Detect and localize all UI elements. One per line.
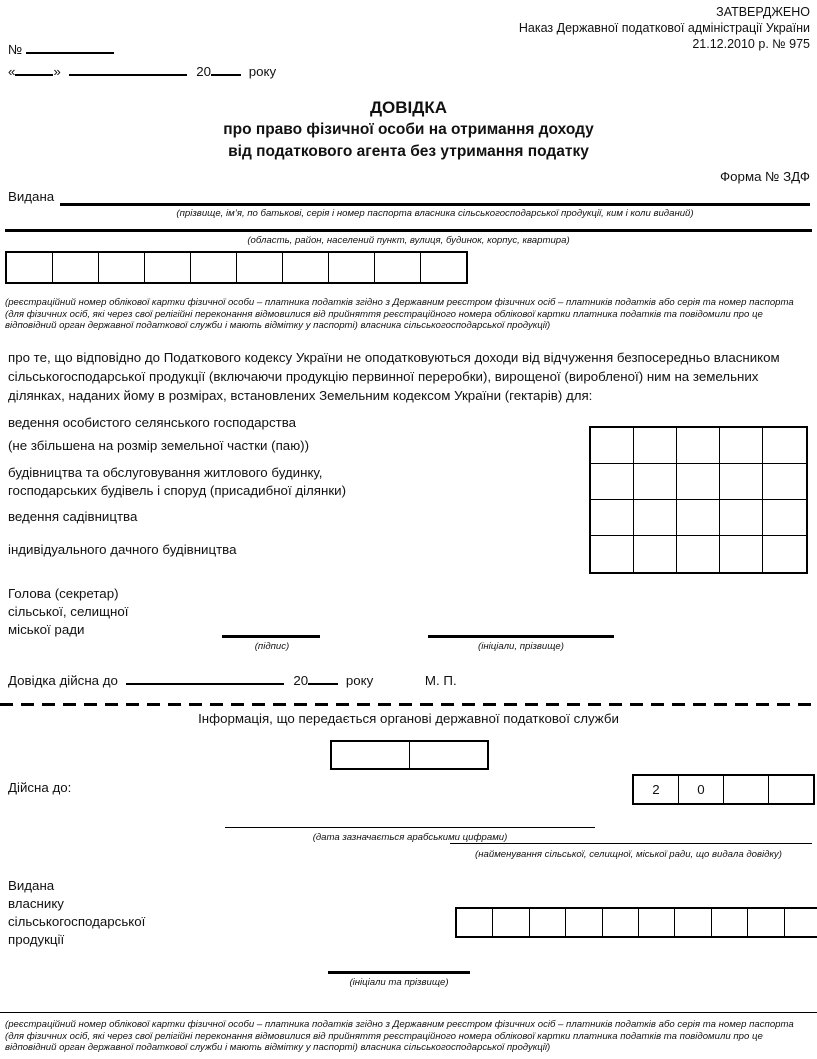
taxpayer-id-cell[interactable] <box>7 253 53 282</box>
official-title-line-1: Голова (секретар) <box>8 586 119 601</box>
validity-label: Довідка дійсна до <box>8 673 118 688</box>
address-blank-line[interactable] <box>5 229 812 232</box>
owner-id-cell[interactable] <box>675 909 711 936</box>
hectares-cell[interactable] <box>634 428 677 464</box>
taxpayer-id-cell[interactable] <box>99 253 145 282</box>
year-digit-cell[interactable] <box>769 776 813 803</box>
hectares-cell[interactable] <box>720 464 763 500</box>
address-caption: (область, район, населений пункт, вулиця, будинок, корпус, квартира) <box>247 235 570 246</box>
hectares-cell[interactable] <box>591 464 634 500</box>
taxpayer-id-cell[interactable] <box>191 253 237 282</box>
number-field <box>8 41 114 59</box>
approval-stamp <box>519 4 810 52</box>
official-name-blank-line[interactable] <box>428 635 614 638</box>
footer-note: (реєстраційний номер облікової картки фізичної особи – платника податків згідно з Державним реєстром фізичних осіб – платників податків або серія та номер паспорта (для фізичних осіб, які через свої релігійні переконання відмовилися від прийняття реєстраційного номера облікової картки платника податків та повідомили про це відповідний орган державної податкової служби і мають відмітку у паспорті) власника сільськогосподарської продукції) <box>5 1019 794 1053</box>
hectares-cell[interactable] <box>591 428 634 464</box>
approval-line-2: Наказ Державної податкової адміністрації України <box>518 21 810 35</box>
validity-year-prefix: 20 <box>293 673 309 688</box>
hectares-cell[interactable] <box>634 500 677 536</box>
issued-blank-line[interactable] <box>60 203 810 206</box>
approval-line-1: ЗАТВЕРДЖЕНО <box>716 5 810 19</box>
hectares-cell[interactable] <box>677 464 720 500</box>
hectares-cell[interactable] <box>677 536 720 572</box>
doc-title-line-2: про право фізичної особи на отримання доходу <box>223 121 594 138</box>
year-digit-cell[interactable]: 2 <box>634 776 679 803</box>
statement-paragraph: про те, що відповідно до Податкового кодексу України не оподатковуються доходи від відчуження безпосередньо власником сільськогосподарської продукції (включаючи продукцію первинної переробки), вирощеної (виробленої) ним на земельних ділянках, наданих йому в розмірах, встановлених Земельним кодексом України (гектарів) для: <box>8 350 780 403</box>
hectares-cell[interactable] <box>763 536 806 572</box>
official-title-line-2: сільської, селищної <box>8 604 129 619</box>
taxpayer-id-boxes <box>5 251 468 284</box>
day-blank-line[interactable] <box>15 74 53 76</box>
owner-id-cell[interactable] <box>530 909 566 936</box>
land-use-item-2-line-2: господарських будівель і споруд (присадибної ділянки) <box>8 483 347 498</box>
official-title-block <box>8 585 128 639</box>
official-title-line-3: міської ради <box>8 622 85 637</box>
land-use-item-3: ведення садівництва <box>8 509 138 524</box>
tear-off-code-boxes <box>330 740 489 770</box>
validity-date-blank-line[interactable] <box>126 683 284 685</box>
official-name-caption: (ініціали, прізвище) <box>478 641 564 652</box>
hectares-cell[interactable] <box>591 536 634 572</box>
taxpayer-id-cell[interactable] <box>53 253 99 282</box>
owner-id-boxes <box>455 907 817 938</box>
doc-title <box>0 97 817 163</box>
land-use-item-2-line-1: будівництва та обслуговування житлового будинку, <box>8 465 323 480</box>
hectares-cell[interactable] <box>634 464 677 500</box>
year-blank-line[interactable] <box>211 74 241 76</box>
date-caption: (дата зазначається арабськими цифрами) <box>312 832 508 843</box>
doc-title-line-1: ДОВІДКА <box>369 98 448 117</box>
open-quote: « <box>8 64 16 79</box>
year-prefix: 20 <box>196 64 212 79</box>
issued-to-owner-line-3: сільськогосподарської <box>8 914 146 929</box>
signature-blank-line[interactable] <box>222 635 320 638</box>
taxpayer-id-cell[interactable] <box>283 253 329 282</box>
taxpayer-id-cell[interactable] <box>237 253 283 282</box>
hectares-cell[interactable] <box>763 464 806 500</box>
issued-to-owner-line-2: власнику <box>8 896 64 911</box>
tear-off-code-cell[interactable] <box>410 742 487 768</box>
tear-off-separator <box>0 703 817 706</box>
close-quote: » <box>53 64 61 79</box>
issued-caption: (прізвище, ім’я, по батькові, серія і номер паспорта власника сільськогосподарської продукції, ким і коли виданий) <box>176 208 694 219</box>
land-use-item-1-note: (не збільшена на розмір земельної частки (паю)) <box>8 438 310 453</box>
owner-id-cell[interactable] <box>603 909 639 936</box>
approval-line-3: 21.12.2010 р. № 975 <box>692 37 810 51</box>
hectares-cell[interactable] <box>763 500 806 536</box>
number-blank-line[interactable] <box>26 52 114 54</box>
date-blank-line[interactable] <box>225 827 595 828</box>
taxpayer-id-cell[interactable] <box>375 253 421 282</box>
hectares-grid <box>589 426 808 574</box>
year-digit-cell[interactable]: 0 <box>679 776 724 803</box>
hectares-cell[interactable] <box>720 500 763 536</box>
council-blank-line[interactable] <box>450 843 812 844</box>
issued-to-owner-block <box>8 877 145 949</box>
hectares-cell[interactable] <box>591 500 634 536</box>
issued-to-owner-line-1: Видана <box>8 878 55 893</box>
owner-id-cell[interactable] <box>493 909 529 936</box>
council-caption: (найменування сільської, селищної, міської ради, що видала довідку) <box>475 849 782 860</box>
number-label: № <box>8 42 23 57</box>
form-code: Форма № ЗДФ <box>720 169 810 184</box>
tear-off-heading: Інформація, що передається органові державної податкової служби <box>198 711 619 726</box>
owner-id-cell[interactable] <box>748 909 784 936</box>
footer-rule <box>0 1012 817 1013</box>
hectares-cell[interactable] <box>720 536 763 572</box>
validity-row <box>8 672 457 690</box>
tear-off-code-cell[interactable] <box>332 742 410 768</box>
hectares-cell[interactable] <box>677 500 720 536</box>
year-suffix: року <box>248 64 277 79</box>
validity-year-blank-line[interactable] <box>308 683 338 685</box>
initials-caption: (ініціали та прізвище) <box>349 977 449 988</box>
taxpayer-id-note: (реєстраційний номер облікової картки фізичної особи – платника податків згідно з Державним реєстром фізичних осіб – платників податків або серія та номер паспорта (для фізичних осіб, які через свої релігійні переконання відмовилися від прийняття реєстраційного номера облікової картки платника податків та повідомили про це відповідний орган державної податкової служби і мають відмітку у паспорті) власника сільськогосподарської продукції) <box>5 297 794 331</box>
land-use-item-1: ведення особистого селянського господарства <box>8 415 297 430</box>
issued-to-owner-line-4: продукції <box>8 932 65 947</box>
hectares-cell[interactable] <box>634 536 677 572</box>
hectares-cell[interactable] <box>720 428 763 464</box>
owner-id-cell[interactable] <box>457 909 493 936</box>
taxpayer-id-cell[interactable] <box>421 253 466 282</box>
date-field <box>8 63 276 81</box>
initials-blank-line[interactable] <box>328 971 470 974</box>
hectares-cell[interactable] <box>677 428 720 464</box>
month-blank-line[interactable] <box>69 74 187 76</box>
valid-until-label: Дійсна до: <box>8 780 72 795</box>
taxpayer-id-cell[interactable] <box>329 253 375 282</box>
issued-label: Видана <box>8 189 55 204</box>
owner-id-cell[interactable] <box>639 909 675 936</box>
taxpayer-id-cell[interactable] <box>145 253 191 282</box>
hectares-cell[interactable] <box>763 428 806 464</box>
doc-title-line-3: від податкового агента без утримання податку <box>228 143 589 160</box>
seal-mark: М. П. <box>424 673 457 688</box>
validity-year-suffix: року <box>345 673 374 688</box>
signature-caption: (підпис) <box>254 641 290 652</box>
owner-id-cell[interactable] <box>712 909 748 936</box>
owner-id-cell[interactable] <box>566 909 602 936</box>
owner-id-cell[interactable] <box>785 909 817 936</box>
land-use-item-4: індивідуального дачного будівництва <box>8 542 237 557</box>
valid-until-year-boxes <box>632 774 815 805</box>
year-digit-cell[interactable] <box>724 776 769 803</box>
